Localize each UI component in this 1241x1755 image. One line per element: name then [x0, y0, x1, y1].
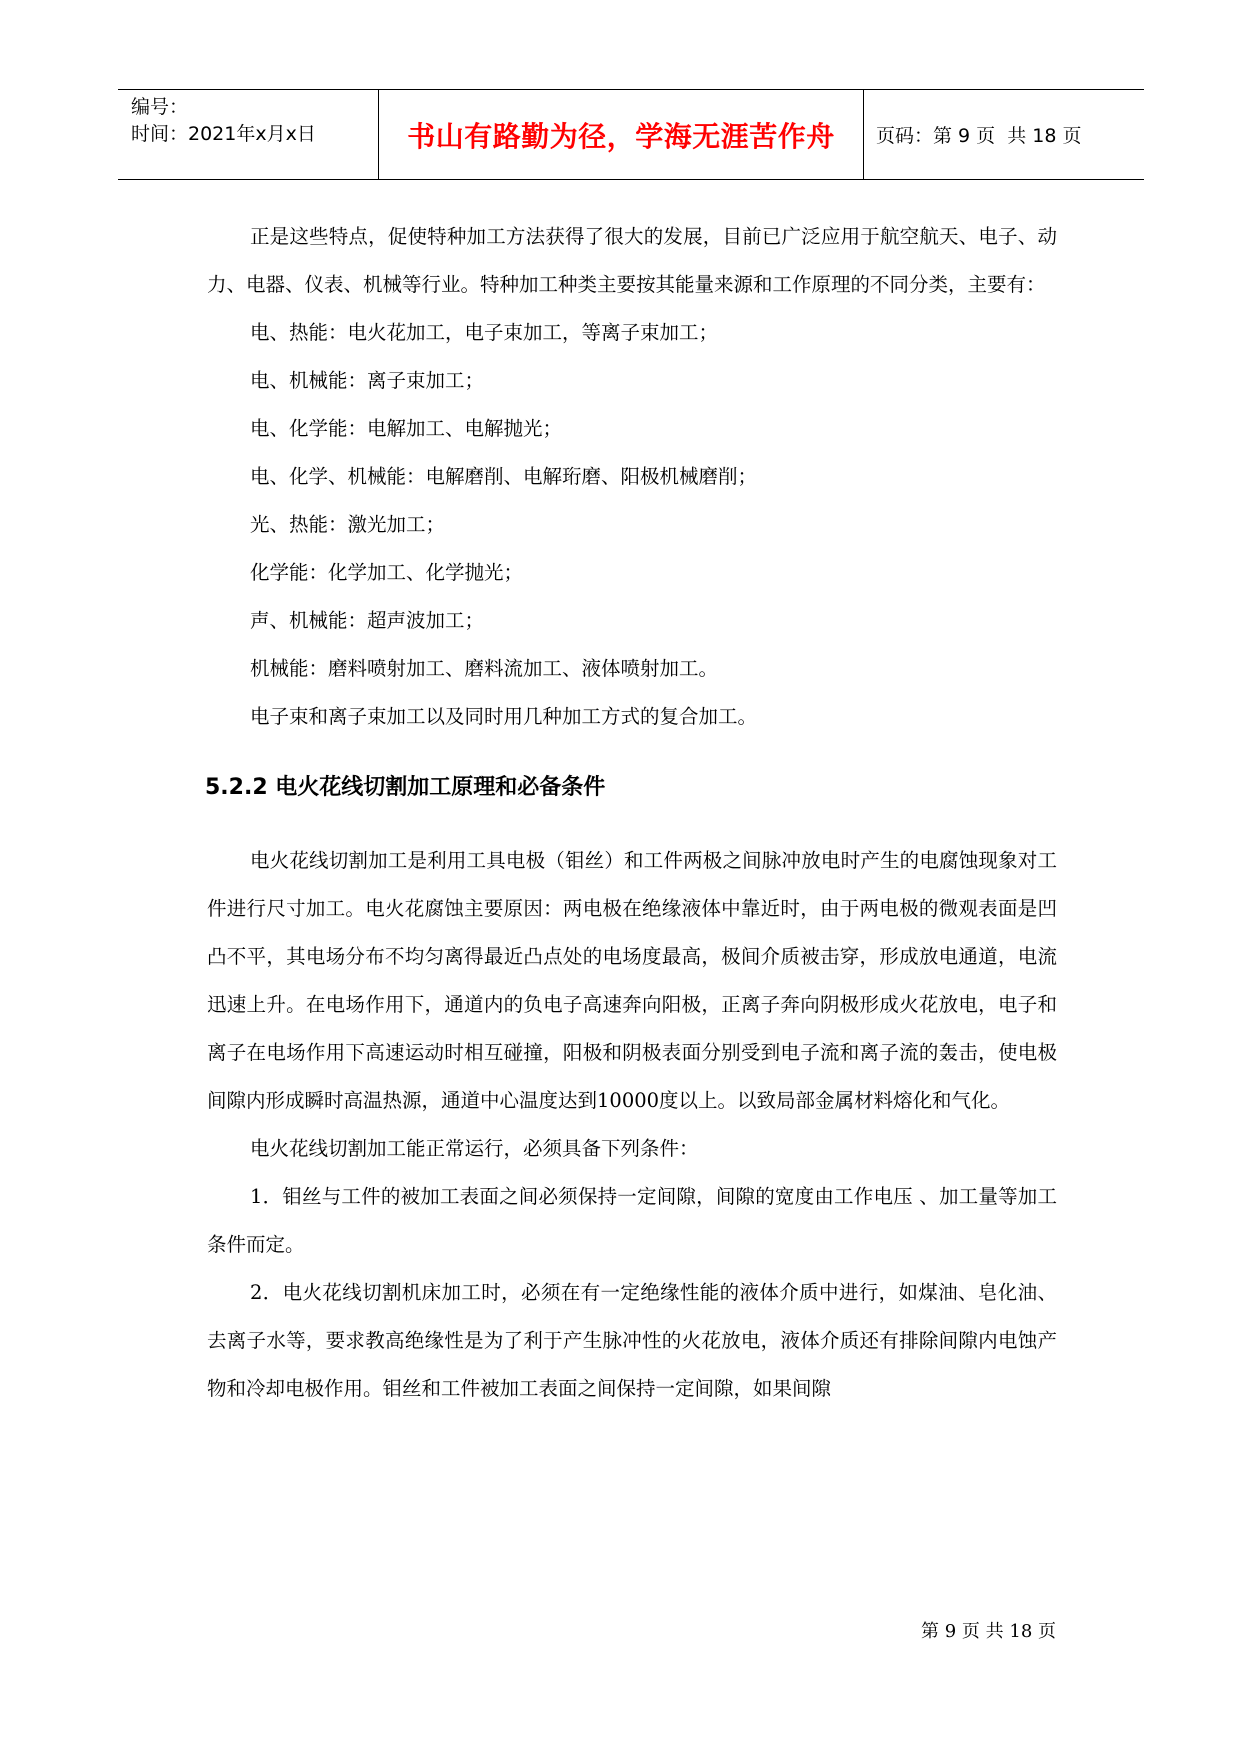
- motto-text: 书山有路勤为径，学海无涯苦作舟: [407, 119, 835, 153]
- list-item: 电、化学能：电解加工、电解抛光；: [250, 417, 563, 440]
- document-header: [118, 89, 1144, 180]
- list-item: 电、化学、机械能：电解磨削、电解珩磨、阳极机械磨削；: [250, 465, 758, 488]
- section-paragraph: 2．电火花线切割机床加工时，必须在有一定绝缘性能的液体介质中进行，如煤油、皂化油、去离子水等，要求教高绝缘性是为了利于产生脉冲性的火花放电，液体介质还有排除间隙内电蚀产物和冷却电极作用。钼丝和工件被加工表面之间保持一定间隙，如果间隙: [207, 1281, 1057, 1400]
- intro-paragraph: 正是这些特点，促使特种加工方法获得了很大的发展，目前已广泛应用于航空航天、电子、动力、电器、仪表、机械等行业。特种加工种类主要按其能量来源和工作原理的不同分类，主要有：: [207, 225, 1057, 296]
- list-item: 光、热能：激光加工；: [250, 513, 446, 536]
- document-body: [207, 213, 1057, 1413]
- list-item: 机械能：磨料喷射加工、磨料流加工、液体喷射加工。: [250, 657, 719, 680]
- section-paragraph: 电火花线切割加工是利用工具电极（钼丝）和工件两极之间脉冲放电时产生的电腐蚀现象对工件进行尺寸加工。电火花腐蚀主要原因：两电极在绝缘液体中靠近时，由于两电极的微观表面是凹凸不平，其电场分布不均匀离得最近凸点处的电场度最高，极间介质被击穿，形成放电通道，电流迅速上升。在电场作用下，通道内的负电子高速奔向阳极，正离子奔向阴极形成火花放电，电子和离子在电场作用下高速运动时相互碰撞，阳极和阴极表面分别受到电子流和离子流的轰击，使电极间隙内形成瞬时高温热源，通道中心温度达到10000度以上。以致局部金属材料熔化和气化。: [207, 849, 1057, 1112]
- list-item: 声、机械能：超声波加工；: [250, 609, 485, 632]
- time-label: 时间：2021年x月x日: [131, 123, 316, 145]
- list-item: 电、机械能：离子束加工；: [250, 369, 485, 392]
- header-page-cell: [864, 90, 1144, 179]
- number-label: 编号：: [131, 96, 189, 118]
- list-item: 化学能：化学加工、化学抛光；: [250, 561, 524, 584]
- page-footer: 第 9 页 共 18 页: [921, 1621, 1056, 1642]
- page-label: 页码：第 9 页 共 18 页: [876, 125, 1082, 147]
- section-heading: 5.2.2 电火花线切割加工原理和必备条件: [205, 775, 606, 800]
- header-meta-cell: [118, 90, 379, 179]
- section-paragraph: 1．钼丝与工件的被加工表面之间必须保持一定间隙，间隙的宽度由工作电压 、加工量等加工条件而定。: [207, 1185, 1057, 1256]
- list-item: 电、热能：电火花加工，电子束加工，等离子束加工；: [250, 321, 719, 344]
- list-item: 电子束和离子束加工以及同时用几种加工方式的复合加工。: [250, 705, 758, 728]
- section-paragraph: 电火花线切割加工能正常运行，必须具备下列条件：: [250, 1137, 699, 1160]
- header-motto-cell: [379, 90, 864, 179]
